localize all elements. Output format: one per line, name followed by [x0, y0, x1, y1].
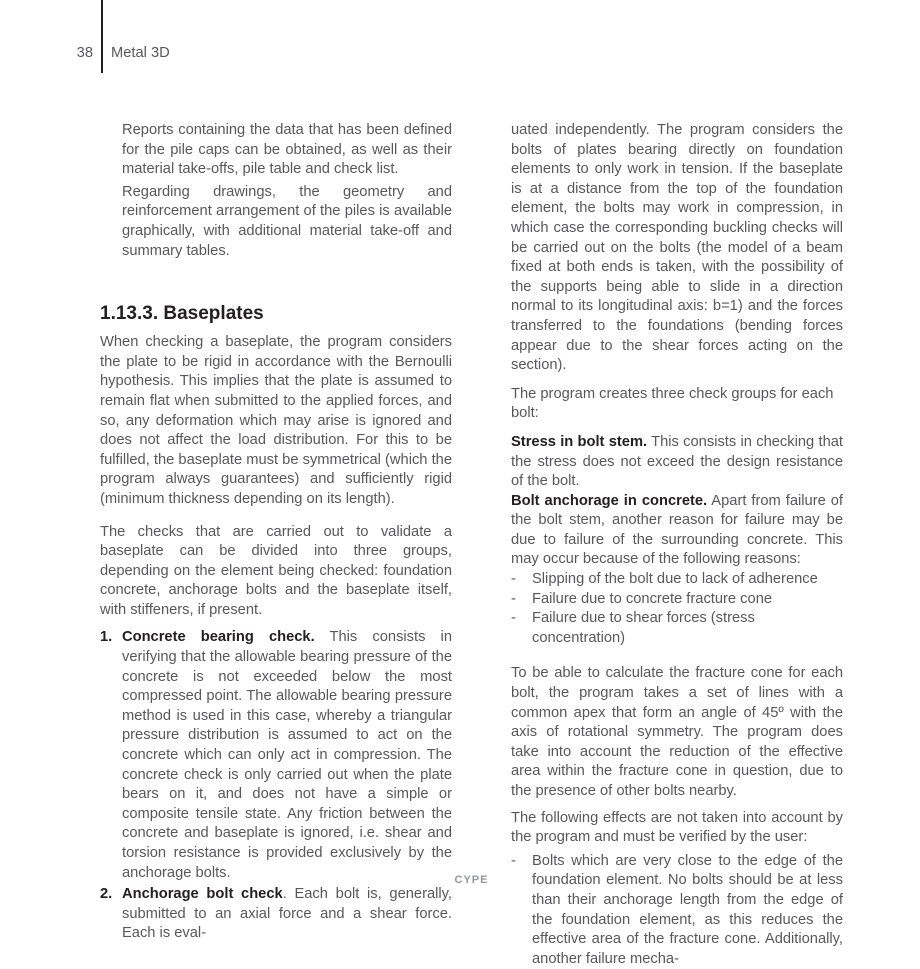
- failure-reason-text: Failure due to concrete fracture cone: [532, 590, 773, 607]
- dash-bullet: -: [511, 590, 516, 607]
- numbered-list-item: [100, 885, 452, 944]
- body-paragraph: When checking a baseplate, the program considers the plate to be rigid in accordance with the Bernoulli hypothesis. This implies that the plate is assumed to remain flat when submitted to the applied forces, and so, any deformation which may arise is ignored and does not affect the load distribution. For this to be fulfilled, the baseplate must be symmetrical (which the program always guarantees) and sufficiently rigid (minimum thickness depending on its length).: [100, 334, 452, 507]
- list-item-number: 2.: [100, 886, 113, 903]
- list-item-title: Concrete bearing check.: [122, 629, 315, 646]
- dash-bullet: -: [511, 852, 516, 869]
- dash-bullet: -: [511, 610, 516, 627]
- effect-item: [511, 852, 843, 969]
- body-paragraph: The checks that are carried out to validate a baseplate can be divided into three groups, depending on the element being checked: foundation concrete, anchorage bolts and the baseplate itself, with stiffeners, if present.: [100, 523, 452, 618]
- continued-paragraph: uated independently. The program considers the bolts of plates bearing directly on foundation elements to only work in tension. If the baseplate is at a distance from the top of the foundation element, the bolts may work in compression, in which case the corresponding buckling checks will be carried out on the bolts (the model of a beam fixed at both ends is taken, with the possibility of the supports being able to slide in a direction normal to its longitudinal axis: b=1) and the forces transferred to the foundations (bending forces appear due to the shear forces acting on the section).: [511, 122, 843, 374]
- list-item-text: This consists in verifying that the allowable bearing pressure of the concrete is not exceeded below the most compressed point. The allowable bearing pressure method is used in this case, whereby a triangular pressure distribution is assumed to act on the concrete which can only act in compression. The concrete check is only carried out when the plate bears on it, and does not have a simple or composite tensile state. Any friction between the concrete and baseplate is ignored, i.e. shear and torsion resistance is provided exclusively by the anchorage bolts.: [122, 629, 452, 881]
- intro-paragraph: Regarding drawings, the geometry and reinforcement arrangement of the piles is available graphically, with additional material take-off and summary tables.: [122, 183, 452, 259]
- check-group-text: This consists in checking that the stress does not exceed the design resistance of the bolt.: [511, 433, 843, 490]
- failure-reason-item: [511, 570, 843, 590]
- intro-paragraph: Reports containing the data that has been defined for the pile caps can be obtained, as well as their material take-offs, pile table and check list.: [122, 122, 452, 178]
- failure-reason-item: [511, 590, 843, 610]
- check-group-paragraph: [511, 433, 843, 492]
- intro-block: [122, 121, 452, 261]
- check-group-paragraph: [511, 492, 843, 570]
- check-group-text: Apart from failure of the bolt stem, another reason for failure may be due to failure of the surrounding concrete. This may occur because of the following reasons:: [511, 492, 843, 568]
- effect-text: Bolts which are very close to the edge of the foundation element. No bolts should be at less than their anchorage length from the edge of the foundation element, as this reduces the effective area of the fracture cone. Additionally, another failure mecha-: [532, 852, 843, 967]
- check-group-title: Stress in bolt stem.: [511, 433, 648, 450]
- effects-intro: The following effects are not taken into account by the program and must be verified by the user:: [511, 809, 843, 846]
- list-item-text: . Each bolt is, generally, submitted to an axial force and a shear force. Each is eval-: [122, 886, 453, 942]
- header-divider-rule: [101, 0, 103, 73]
- failure-reason-text: Failure due to shear forces (stress concentration): [532, 610, 755, 646]
- left-column: [100, 121, 452, 944]
- page-number: 38: [76, 45, 93, 61]
- document-title: Metal 3D: [111, 45, 170, 61]
- list-item-number: 1.: [100, 629, 113, 646]
- check-group-title: Bolt anchorage in concrete.: [511, 492, 708, 509]
- footer-logo-text: CYPE: [454, 874, 489, 886]
- section-heading: 1.13.3. Baseplates: [100, 303, 264, 325]
- numbered-list-item: [100, 628, 452, 883]
- fracture-cone-paragraph: To be able to calculate the fracture cone for each bolt, the program takes a set of lines with a common apex that form an angle of 45º with the axis of rotational symmetry. The program does take into account the reduction of the effective area within the fracture cone in question, due to the presence of other bolts nearby.: [511, 665, 843, 799]
- right-column: [511, 121, 843, 969]
- list-item-title: Anchorage bolt check: [122, 886, 283, 903]
- failure-reason-text: Slipping of the bolt due to lack of adherence: [532, 571, 818, 588]
- failure-reason-item: [511, 609, 843, 648]
- check-groups-intro: The program creates three check groups for each bolt:: [511, 385, 834, 422]
- dash-bullet: -: [511, 571, 516, 588]
